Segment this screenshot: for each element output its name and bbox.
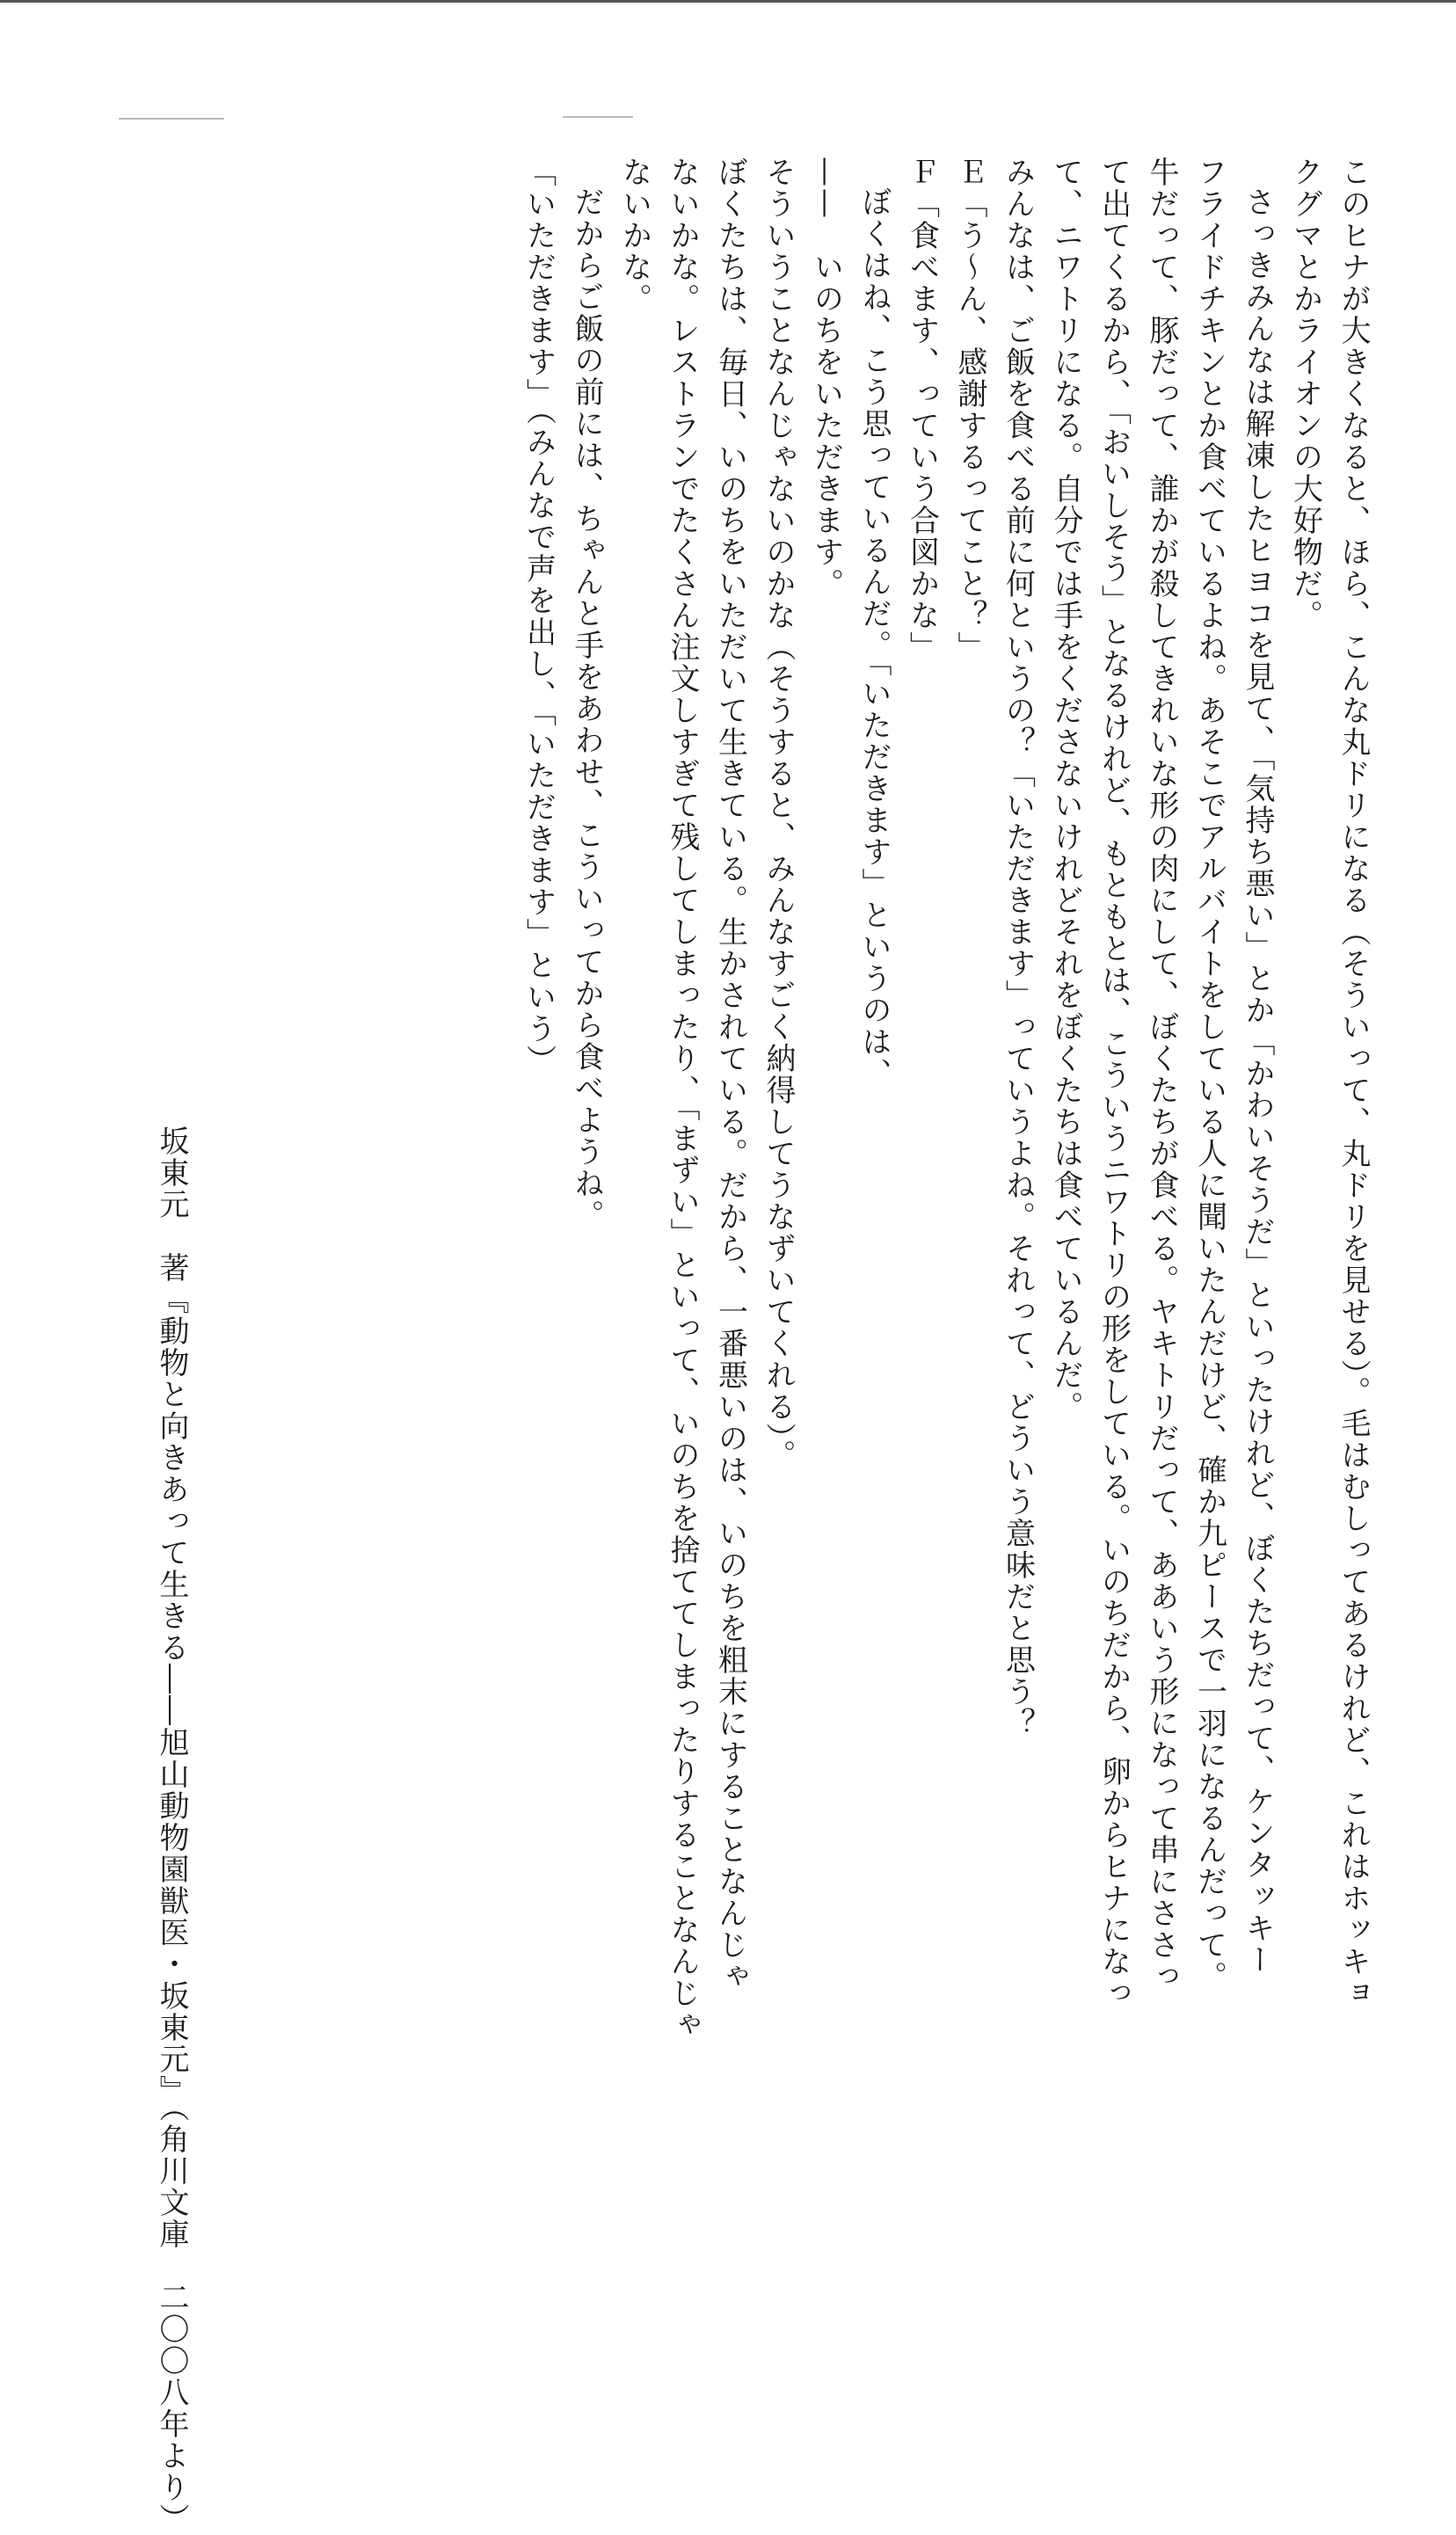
- text-line: だからご飯の前には、ちゃんと手をあわせ、こういってから食べようね。: [569, 186, 604, 1231]
- text-line: さっきみんなは解凍したヒヨコを見て、「気持ち悪い」とか「かわいそうだ」といったけれど、ぼくたちだって、ケンタッキー: [1240, 186, 1275, 1976]
- text-line: フライドチキンとか食べているよね。あそこでアルバイトをしている人に聞いたんだけど、確か九ピースで一羽になるんだって。: [1191, 157, 1227, 1992]
- scan-mark-left: [119, 118, 224, 120]
- scan-top-edge: [0, 0, 1456, 3]
- text-line: ぼくたちは、毎日、いのちをいただいて生きている。生かされている。だから、一番悪いのは、いのちを粗末にすることなんじゃ: [712, 157, 748, 1992]
- body-text: [514, 157, 1377, 2041]
- text-line: そういうことなんじゃないのかな（そうすると、みんなすごく納得してうなずいてくれる）。: [761, 157, 796, 1471]
- text-line: ぼくはね、こう思っているんだ。「いただきます」というのは、: [856, 186, 892, 1089]
- text-line: て出てくるから、「おいしそう」となるけれど、もともとは、こういうニワトリの形をしている。いのちだから、卵からヒナになっ: [1096, 157, 1132, 2009]
- text-line: 牛だって、豚だって、誰かが殺してきれいな形の肉にして、ぼくたちが食べる。ヤキトリだって、ああいう形になって串にささっ: [1144, 157, 1179, 1992]
- dialogue-line-f: Ｆ「食べます、っていう合図かな」: [904, 157, 940, 663]
- text-line: て、ニワトリになる。自分では手をくださないけれどそれをぼくたちは食べているんだ。: [1048, 157, 1083, 1423]
- dialogue-line-e: Ｅ「う〜ん、感謝するってこと？」: [952, 157, 987, 663]
- text-line: 「いただきます」（みんなで声を出し、「いただきます」という）: [521, 157, 557, 1076]
- text-line: このヒナが大きくなると、ほら、こんな丸ドリになる（そういって、丸ドリを見せる）。毛はむしってあるけれど、これはホッキョ: [1336, 157, 1371, 2009]
- emphasis-line: —— いのちをいただきます。: [808, 157, 844, 600]
- text-line: クグマとかライオンの大好物だ。: [1287, 157, 1323, 631]
- scan-mark-center: [563, 116, 633, 118]
- text-line: ないかな。: [616, 157, 652, 315]
- source-citation: 坂東元 著『動物と向きあって生きる――旭山動物園獣医・坂東元』（角川文庫 二〇〇八年より）: [154, 1125, 189, 2535]
- text-line: ないかな。レストランでたくさん注文しすぎて残してしまったり、「まずい」といって、いのちを捨ててしまったりすることなんじゃ: [665, 157, 700, 2041]
- text-line: みんなは、ご飯を食べる前に何というの？「いただきます」っていうよね。それって、どういう意味だと思う？: [1000, 157, 1036, 1739]
